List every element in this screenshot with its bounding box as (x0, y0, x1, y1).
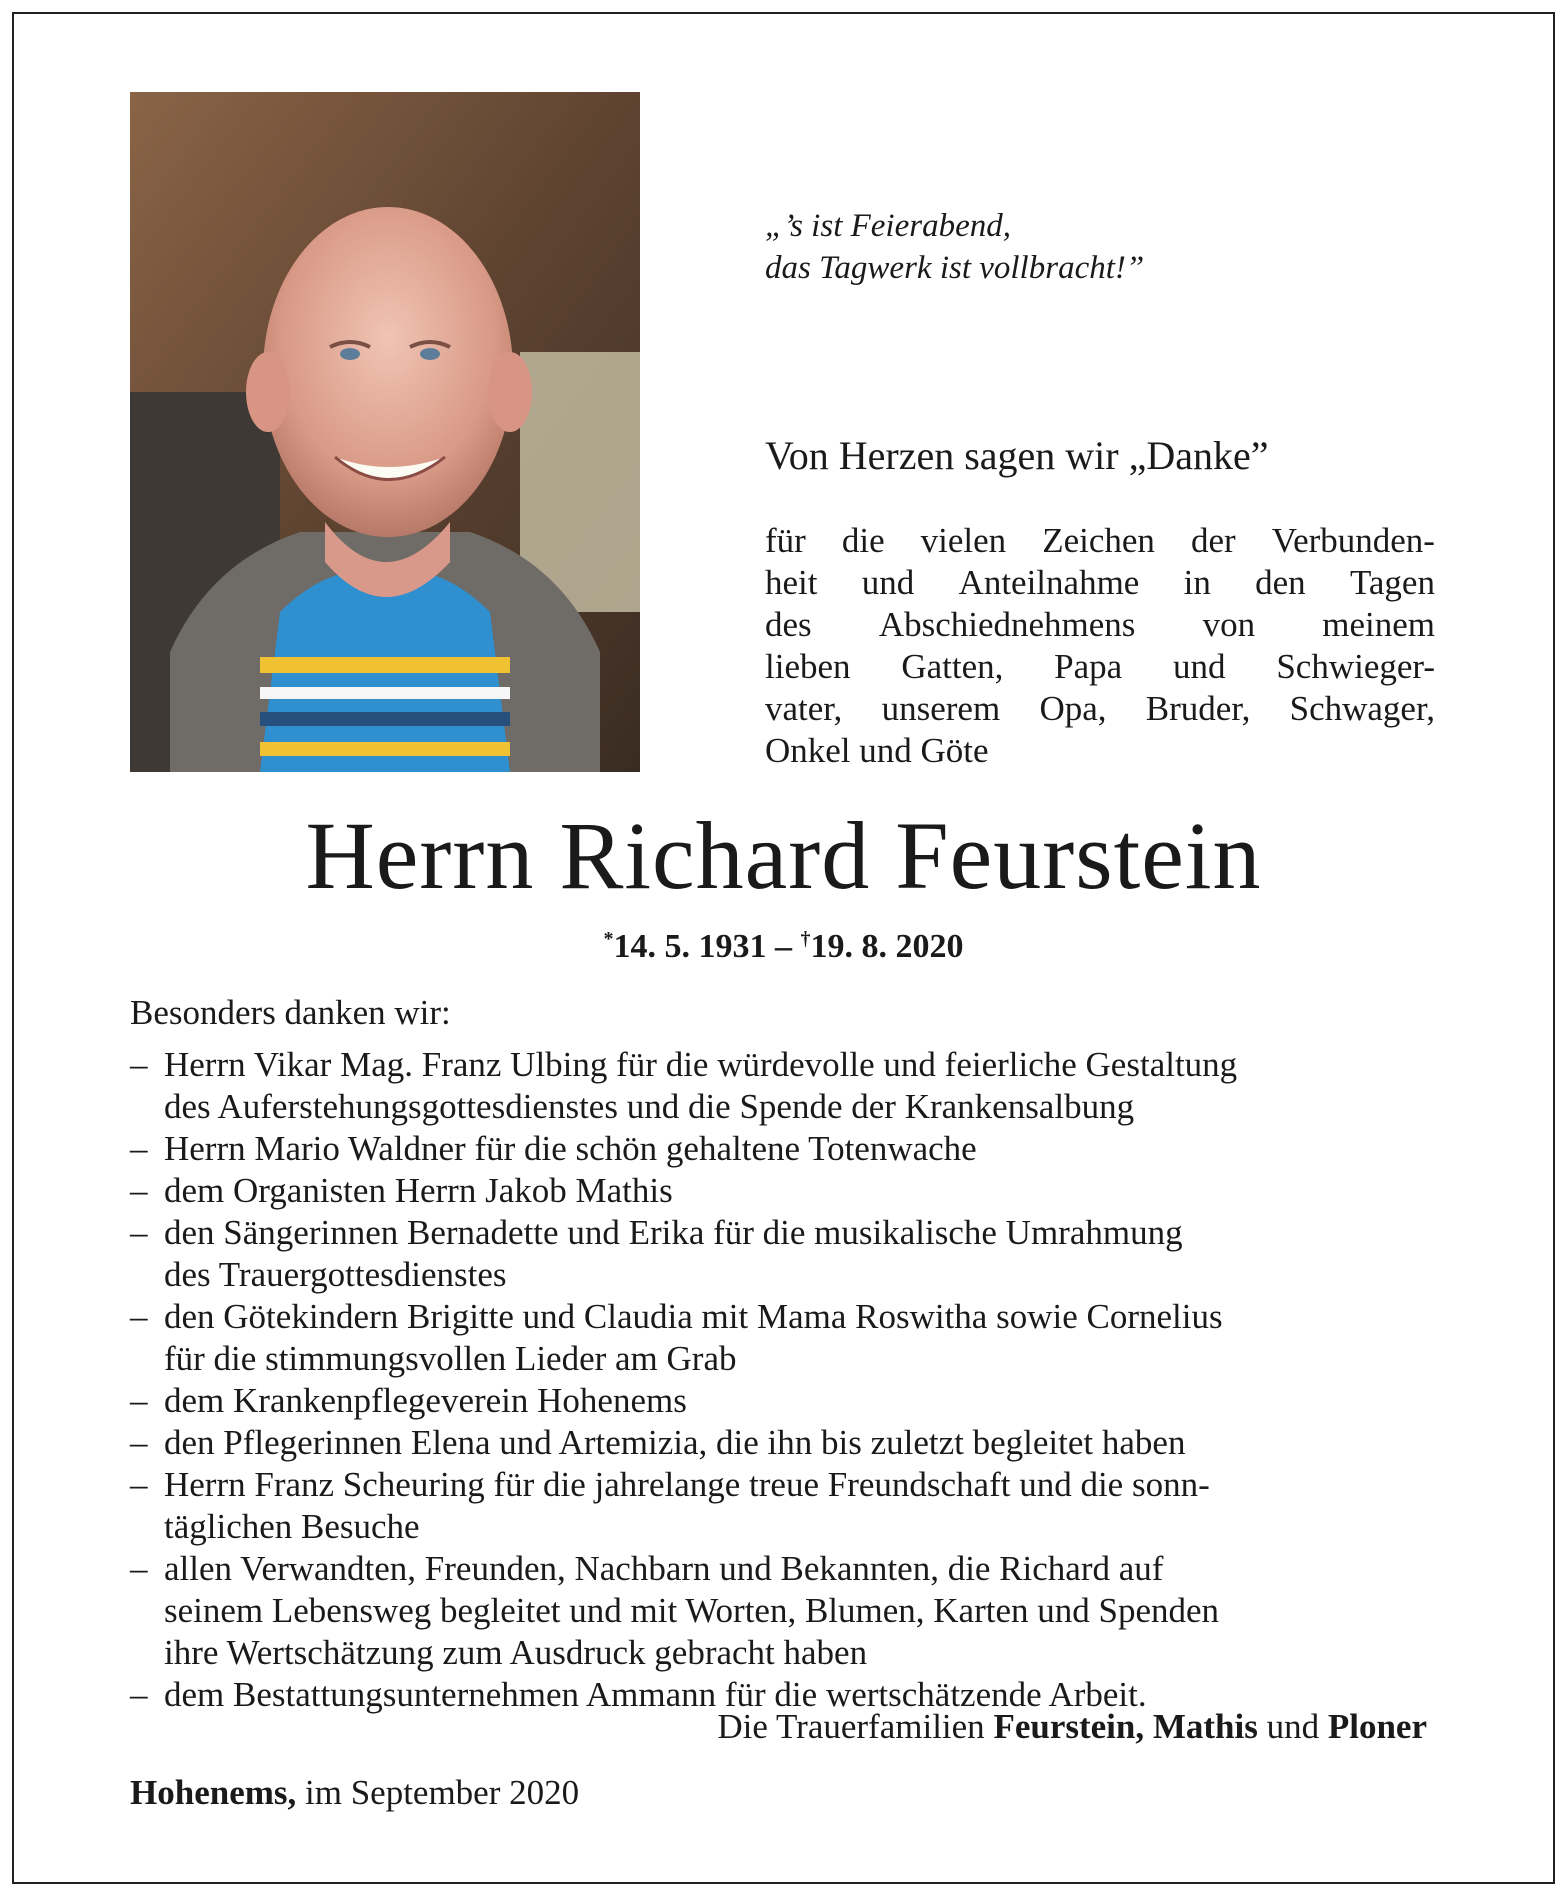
intro-word: und (1173, 647, 1226, 686)
motto-line: das Tagwerk ist vollbracht!” (765, 250, 1145, 286)
intro-word: Verbunden- (1271, 521, 1435, 560)
list-item-line: für die stimmungsvollen Lieder am Grab (164, 1339, 737, 1378)
signature-joiner: und (1266, 1707, 1320, 1746)
list-item-line: – den Götekindern Brigitte und Claudia mit Mama Roswitha sowie Cornelius (164, 1297, 1223, 1336)
list-item-line: des Trauergottesdienstes (164, 1255, 507, 1294)
list-item-line: – allen Verwandten, Freunden, Nachbarn und Bekannten, die Richard auf (164, 1549, 1164, 1588)
thanks-list (130, 1044, 1438, 1716)
thanks-intro-line (765, 520, 1435, 562)
signature-prefix: Die Trauerfamilien (717, 1707, 985, 1746)
motto-line: „’s ist Feierabend, (765, 208, 1011, 244)
intro-word: Abschiednehmens (878, 605, 1136, 644)
list-item (130, 1044, 1438, 1128)
intro-word: lieben (765, 647, 851, 686)
list-item (130, 1380, 1438, 1422)
list-item-line: des Auferstehungsgottesdienstes und die Spende der Krankensalbung (164, 1087, 1135, 1126)
intro-word: von (1202, 605, 1256, 644)
intro-word: Opa, (1039, 689, 1107, 728)
list-item-line: – dem Bestattungsunternehmen Ammann für die wertschätzende Arbeit. (164, 1675, 1147, 1714)
portrait-photo (130, 92, 640, 772)
thanks-intro (765, 520, 1435, 772)
list-item-line: – den Pflegerinnen Elena und Artemizia, die ihn bis zuletzt begleitet haben (164, 1423, 1186, 1462)
intro-word: vielen (920, 521, 1007, 560)
list-item (130, 1464, 1438, 1548)
list-item-line: – dem Organisten Herrn Jakob Mathis (164, 1171, 673, 1210)
list-item-line: – Herrn Vikar Mag. Franz Ulbing für die würdevolle und feierliche Gestaltung (164, 1045, 1238, 1084)
family-name: Feurstein, (993, 1707, 1145, 1746)
birth-date: 14. 5. 1931 (613, 928, 767, 965)
intro-word: des (765, 605, 812, 644)
intro-word: die (841, 521, 885, 560)
family-name: Mathis (1152, 1707, 1258, 1746)
intro-word: unserem (881, 689, 1001, 728)
list-item-line: – dem Krankenpflegeverein Hohenems (164, 1381, 687, 1420)
thanks-intro-line (765, 646, 1435, 688)
intro-word: Onkel und Göte (765, 731, 989, 770)
list-item (130, 1170, 1438, 1212)
life-dates (0, 928, 1567, 966)
list-item-line: seinem Lebensweg begleitet und mit Worten, Blumen, Karten und Spenden (164, 1591, 1220, 1630)
place-date (130, 1773, 579, 1813)
thanks-heading: Von Herzen sagen wir „Danke” (765, 433, 1269, 478)
intro-word: Zeichen (1042, 521, 1155, 560)
thanks-intro-line (765, 562, 1435, 604)
intro-word: Schwager, (1289, 689, 1435, 728)
intro-word: in (1183, 563, 1211, 602)
death-date: 19. 8. 2020 (810, 928, 964, 965)
thanks-intro-line (765, 730, 1435, 772)
birth-mark: * (603, 928, 614, 950)
intro-word: Bruder, (1145, 689, 1251, 728)
list-item-line: – den Sängerinnen Bernadette und Erika für die musikalische Umrahmung (164, 1213, 1183, 1252)
signature (717, 1707, 1427, 1747)
list-item (130, 1548, 1438, 1674)
list-item-line: täglichen Besuche (164, 1507, 420, 1546)
intro-word: für (765, 521, 806, 560)
list-item-line: ihre Wertschätzung zum Ausdruck gebracht haben (164, 1633, 868, 1672)
list-item-line: – Herrn Franz Scheuring für die jahrelange treue Freundschaft und die sonn- (164, 1465, 1210, 1504)
intro-word: meinem (1322, 605, 1435, 644)
list-item (130, 1128, 1438, 1170)
place: Hohenems, (130, 1773, 297, 1812)
thanks-intro-line (765, 604, 1435, 646)
intro-word: Papa (1054, 647, 1123, 686)
intro-word: und (861, 563, 915, 602)
death-mark: † (800, 928, 811, 950)
list-item-line: – Herrn Mario Waldner für die schön gehaltene Totenwache (164, 1129, 977, 1168)
list-item (130, 1296, 1438, 1380)
intro-word: Schwieger- (1276, 647, 1435, 686)
motto-quote (765, 205, 1405, 289)
date-separator: – (775, 928, 792, 965)
thanks-intro-line (765, 688, 1435, 730)
intro-word: der (1190, 521, 1236, 560)
list-item (130, 1422, 1438, 1464)
deceased-name: Herrn Richard Feurstein (305, 802, 1262, 909)
list-heading: Besonders danken wir: (130, 993, 451, 1032)
intro-word: Anteilnahme (958, 563, 1140, 602)
intro-word: Gatten, (901, 647, 1004, 686)
family-name: Ploner (1327, 1707, 1427, 1746)
intro-word: Tagen (1349, 563, 1435, 602)
intro-word: den (1255, 563, 1306, 602)
intro-word: heit (765, 563, 818, 602)
list-item (130, 1212, 1438, 1296)
date: im September 2020 (305, 1773, 580, 1812)
intro-word: vater, (765, 689, 843, 728)
